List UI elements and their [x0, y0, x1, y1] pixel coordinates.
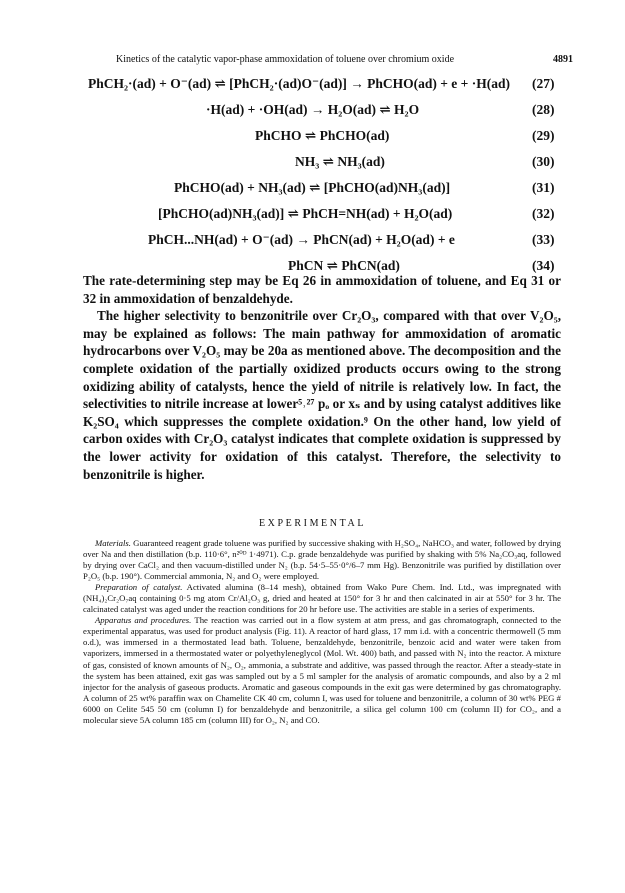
running-header — [0, 54, 625, 68]
equation-31 — [0, 180, 625, 200]
equation-number: (34) — [532, 258, 555, 273]
equation-expression: PhCH...NH(ad) + O⁻(ad) → PhCN(ad) + H₂O(ad) + e — [148, 232, 455, 247]
equation-number: (29) — [532, 128, 555, 143]
paragraph — [83, 582, 561, 615]
equation-expression: NH₃ ⇌ NH₃(ad) — [295, 154, 385, 169]
experimental-text — [83, 538, 561, 726]
paragraph — [83, 615, 561, 725]
equation-expression: [PhCHO(ad)NH₃(ad)] ⇌ PhCH=NH(ad) + H₂O(ad) — [158, 206, 453, 221]
paragraph: The rate-determining step may be Eq 26 in ammoxidation of toluene, and Eq 31 or 32 in ammoxidation of benzaldehyde. — [83, 273, 561, 306]
equation-number: (30) — [532, 154, 555, 169]
equation-expression: PhCHO ⇌ PhCHO(ad) — [255, 128, 390, 143]
equation-number: (28) — [532, 102, 555, 117]
paragraph-body: Guaranteed reagent grade toluene was purified by successive shaking with H₂SO₄, NaHCO₃ and water, followed by drying over Na and then distillation (b.p. 110·6°, n²⁰ᴰ 1·4971). C.p. grade benzaldehyde was purified by shaking with 5% Na₂CO₃aq, followed by drying over CaCl₂ and then vacuum-distilled under N₂ (b.p. 54·5–55·0°/6–7 mm Hg). Benzonitrile was purified by distillation over P₂O₅ (b.p. 190°). Commercial ammonia, N₂ and O₂ were employed. — [83, 538, 561, 582]
equation-number: (27) — [532, 76, 555, 91]
equation-28 — [0, 102, 625, 122]
equation-number: (31) — [532, 180, 555, 195]
paragraph-lead: Materials. — [95, 538, 131, 548]
equation-29 — [0, 128, 625, 148]
equation-33 — [0, 232, 625, 252]
equation-expression: ·H(ad) + ·OH(ad) → H₂O(ad) ⇌ H₂O — [206, 102, 420, 117]
paragraph-lead: Apparatus and procedures. — [95, 615, 192, 626]
paragraph-body: Activated alumina (8–14 mesh), obtained from Wako Pure Chem. Ind. Ltd., was impregnated with (NH₄)₂Cr₂O₇aq containing 0·5 mg atom Cr/Al₂O₃ g, dried and heated at 150° for 3 hr and then calcinated in air at 550° for 3 hr. The calcinated catalyst was aged under the reaction conditions for 20 hr before use. The activities are stable in a series of experiments. — [83, 582, 561, 615]
equation-27 — [0, 76, 625, 96]
equation-expression: PhCHO(ad) + NH₃(ad) ⇌ [PhCHO(ad)NH₃(ad)] — [174, 180, 451, 195]
page-number: 4891 — [553, 54, 573, 65]
equation-number: (33) — [532, 232, 555, 247]
equation-number: (32) — [532, 206, 555, 221]
paragraph-body: The reaction was carried out in a flow system at atm press, and gas chromatograph, connected to the experimental apparatus, was used for product analysis (Fig. 11). A reactor of hard glass, 17 mm i.d. with a concentric thermowell (5 mm o.d.), was immersed in a thermostated lead bath. Toluene, benzaldehyde, benzonitrile, benzoic acid and water were taken from vaporizers, immersed in a thermostated water or polyethyleneglycol (Mol. Wt. 400) bath, and passed with N₂ into the reactor. A mixture of gas, consisted of known amounts of N₂, O₂, ammonia, a substrate and additive, was passed through the reactor. After a steady-state in the system has been attained, exit gas was sampled out by a 5 ml sampler for the analysis of aromatic compounds, and also by a 2 ml injector for the analysis of gaseous products. Aromatic and gaseous compounds in the exit gas were determined by gas chromatography. A column of 25 wt% paraffin wax on Chamelite CK 40 cm, column I, was used for toluene and benzonitrile, a column of 30 wt% PEG # 6000 on Celite 545 50 cm (column I) for benzaldehyde and benzonitrile, a silica gel column 100 cm (column II) for CO₂, and a molecular sieve 5A column 185 cm (column III) for O₂, N₂ and CO. — [83, 615, 561, 725]
equation-expression: PhCH₂·(ad) + O⁻(ad) ⇌ [PhCH₂·(ad)O⁻(ad)] → PhCHO(ad) + e + ·H(ad) — [88, 76, 510, 91]
running-title: Kinetics of the catalytic vapor-phase ammoxidation of toluene over chromium oxide — [116, 54, 455, 65]
equation-30 — [0, 154, 625, 174]
section-heading: EXPERIMENTAL — [258, 518, 367, 529]
discussion-text — [83, 272, 561, 483]
paragraph: The higher selectivity to benzonitrile over Cr₂O₃, compared with that over V₂O₅, may be explained as follows: The main pathway for ammoxidation of aromatic hydrocarbons over V₂O₅ may be 20a as mentioned above. The decomposition and the complete oxidation of the partially oxidized products occurs owing to the strong oxidizing ability of catalysts, hence the yield of nitrile is relatively low. In fact, the selectivities to nitrile increase at lower⁵˒²⁷ pₒ or xₛ and by using catalyst additives like K₂SO₄ which suppresses the complete oxidation.⁹ On the other hand, low yield of carbon oxides with Cr₂O₃ catalyst indicates that complete oxidation is suppressed by the lower activity for oxidation of this catalyst. Therefore, the selectivity to benzonitrile is higher. — [83, 308, 561, 482]
equation-32 — [0, 206, 625, 226]
paragraph — [83, 538, 561, 582]
equation-expression: PhCN ⇌ PhCN(ad) — [288, 258, 400, 273]
paragraph-lead: Preparation of catalyst. — [95, 582, 183, 593]
